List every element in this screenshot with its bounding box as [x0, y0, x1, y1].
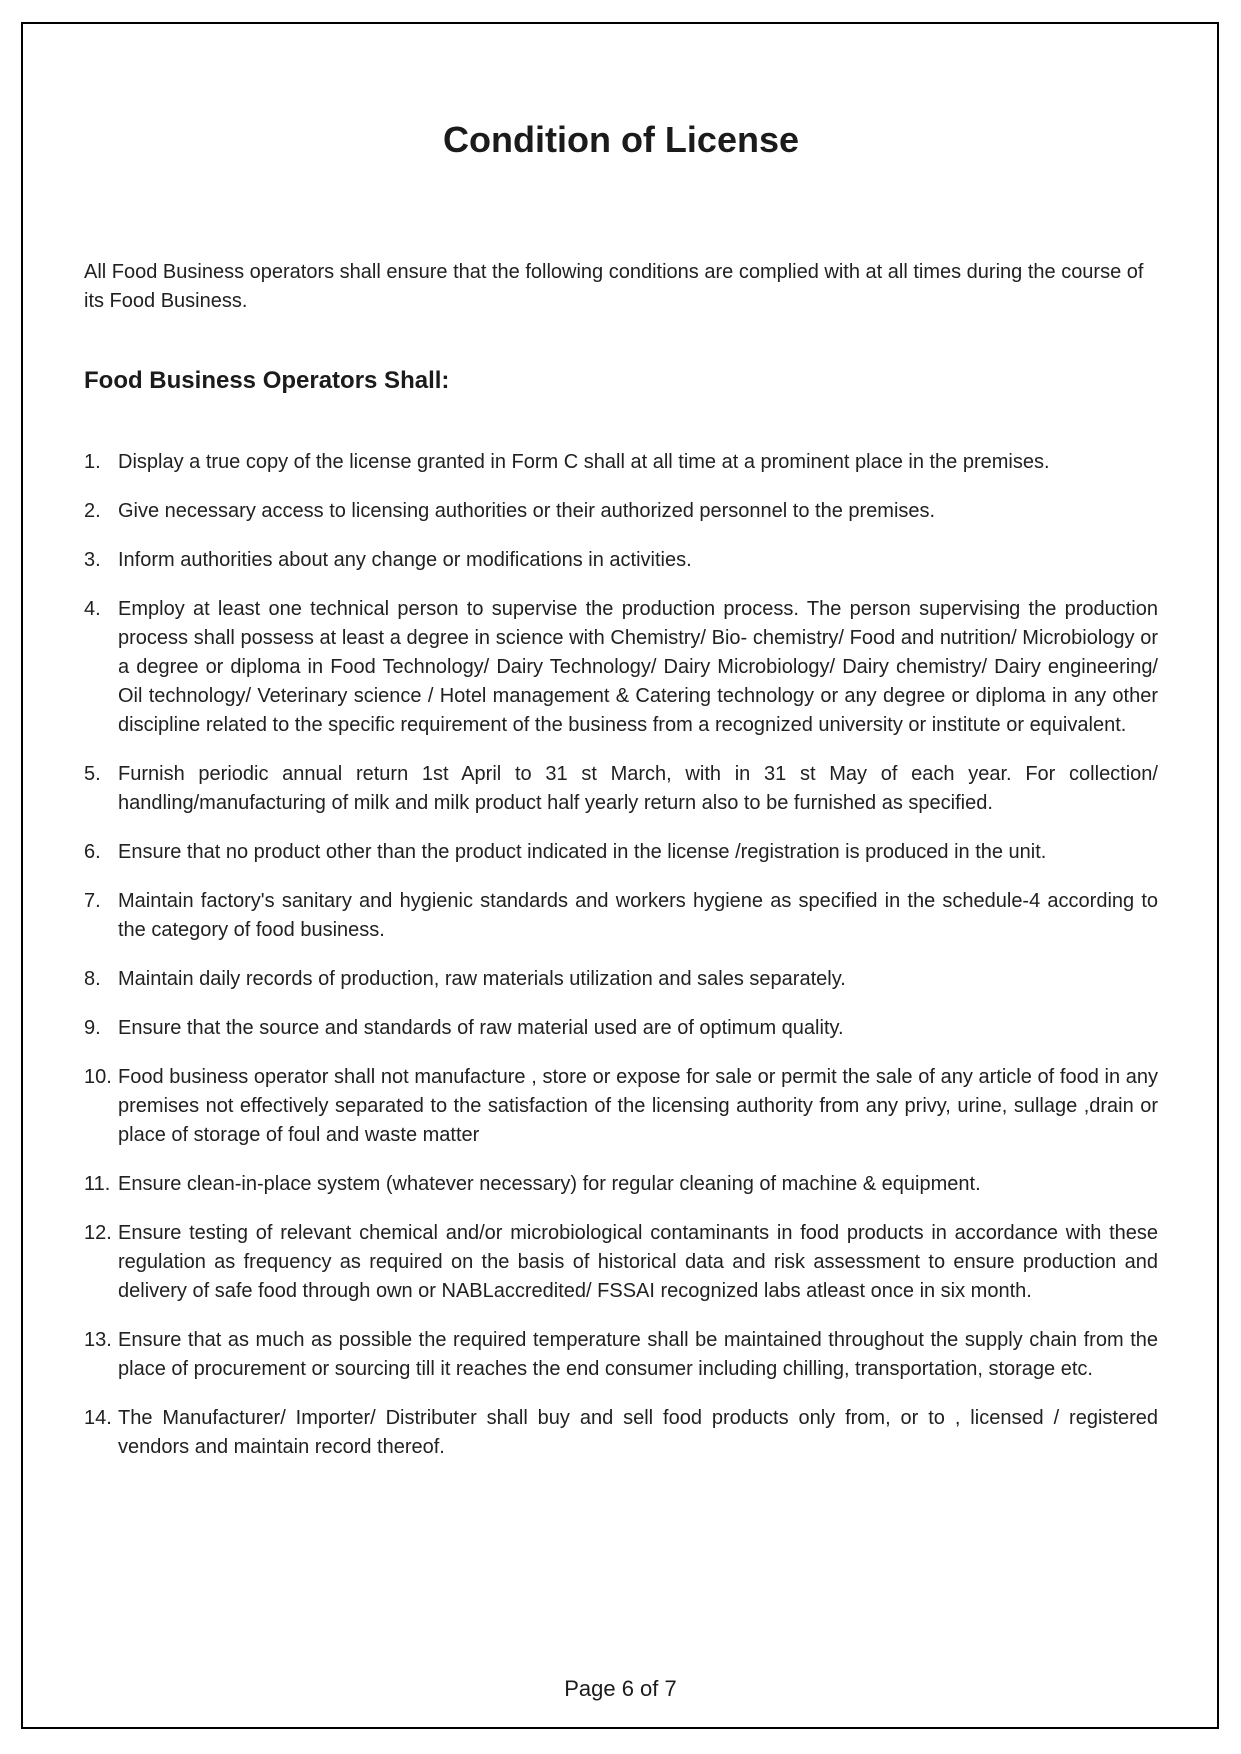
list-item: [84, 1014, 1158, 1043]
item-text: Ensure clean-in-place system (whatever necessary) for regular cleaning of machine & equipment.: [118, 1173, 981, 1195]
item-number: 14.: [84, 1407, 112, 1429]
list-item: [84, 448, 1158, 477]
item-number: 13.: [84, 1329, 112, 1351]
list-item: [84, 546, 1158, 575]
list-item: [84, 1326, 1158, 1384]
item-number: 5.: [84, 763, 101, 785]
item-text: Ensure testing of relevant chemical and/or microbiological contaminants in food products in accordance with these regulation as frequency as required on the basis of historical data and risk assessment to ensure production and delivery of safe food through own or NABLaccredited/ FSSAI recognized labs atleast once in six month.: [118, 1222, 1158, 1302]
list-item: [84, 887, 1158, 945]
item-number: 10.: [84, 1066, 112, 1088]
item-text: Give necessary access to licensing authorities or their authorized personnel to the premises.: [118, 500, 936, 522]
list-item: [84, 965, 1158, 994]
list-item: [84, 838, 1158, 867]
item-number: 9.: [84, 1017, 101, 1039]
item-number: 4.: [84, 598, 101, 620]
section-heading: Food Business Operators Shall:: [84, 367, 450, 394]
item-text: The Manufacturer/ Importer/ Distributer shall buy and sell food products only from, or to , licensed / registered vendors and maintain record thereof.: [118, 1407, 1158, 1458]
item-text: Food business operator shall not manufacture , store or expose for sale or permit the sale of any article of food in any premises not effectively separated to the satisfaction of the licensing authority from any privy, urine, sullage ,drain or place of storage of foul and waste matter: [118, 1066, 1158, 1146]
item-text: Display a true copy of the license granted in Form C shall at all time at a prominent place in the premises.: [118, 451, 1050, 473]
document-page: [84, 0, 1158, 1482]
item-text: Maintain factory's sanitary and hygienic standards and workers hygiene as specified in the schedule-4 according to the category of food business.: [118, 890, 1158, 941]
item-number: 1.: [84, 451, 101, 473]
item-text: Maintain daily records of production, raw materials utilization and sales separately.: [118, 968, 846, 990]
item-text: Inform authorities about any change or modifications in activities.: [118, 549, 692, 571]
page-title: Condition of License: [443, 119, 799, 160]
item-text: Ensure that no product other than the product indicated in the license /registration is produced in the unit.: [118, 841, 1047, 863]
item-number: 7.: [84, 890, 101, 912]
list-item: [84, 760, 1158, 818]
item-text: Ensure that as much as possible the required temperature shall be maintained throughout the supply chain from the place of procurement or sourcing till it reaches the end consumer including chilling, transportation, storage etc.: [118, 1329, 1158, 1380]
item-number: 3.: [84, 549, 101, 571]
conditions-list: [84, 448, 1158, 1462]
item-number: 8.: [84, 968, 101, 990]
item-text: Employ at least one technical person to supervise the production process. The person supervising the production process shall possess at least a degree in science with Chemistry/ Bio- chemistry/ Food and nutrition/ Microbiology or a degree or diploma in Food Technology/ Dairy Technology/ Dairy Microbiology/ Dairy chemistry/ Dairy engineering/ Oil technology/ Veterinary science / Hotel management & Catering technology or any degree or diploma in any other discipline related to the specific requirement of the business from a recognized university or institute or equivalent.: [118, 598, 1158, 736]
list-item: [84, 1063, 1158, 1150]
intro-paragraph: All Food Business operators shall ensure that the following conditions are complied with at all times during the course of its Food Business.: [84, 261, 1144, 312]
item-number: 12.: [84, 1222, 112, 1244]
list-item: [84, 1170, 1158, 1199]
item-number: 2.: [84, 500, 101, 522]
item-text: Ensure that the source and standards of raw material used are of optimum quality.: [118, 1017, 844, 1039]
item-text: Furnish periodic annual return 1st April to 31 st March, with in 31 st May of each year. For collection/ handling/manufacturing of milk and milk product half yearly return also to be furnished as specified.: [118, 763, 1158, 814]
page-number: Page 6 of 7: [564, 1676, 677, 1701]
list-item: [84, 497, 1158, 526]
list-item: [84, 595, 1158, 740]
item-number: 6.: [84, 841, 101, 863]
item-number: 11.: [84, 1173, 111, 1195]
list-item: [84, 1219, 1158, 1306]
list-item: [84, 1404, 1158, 1462]
